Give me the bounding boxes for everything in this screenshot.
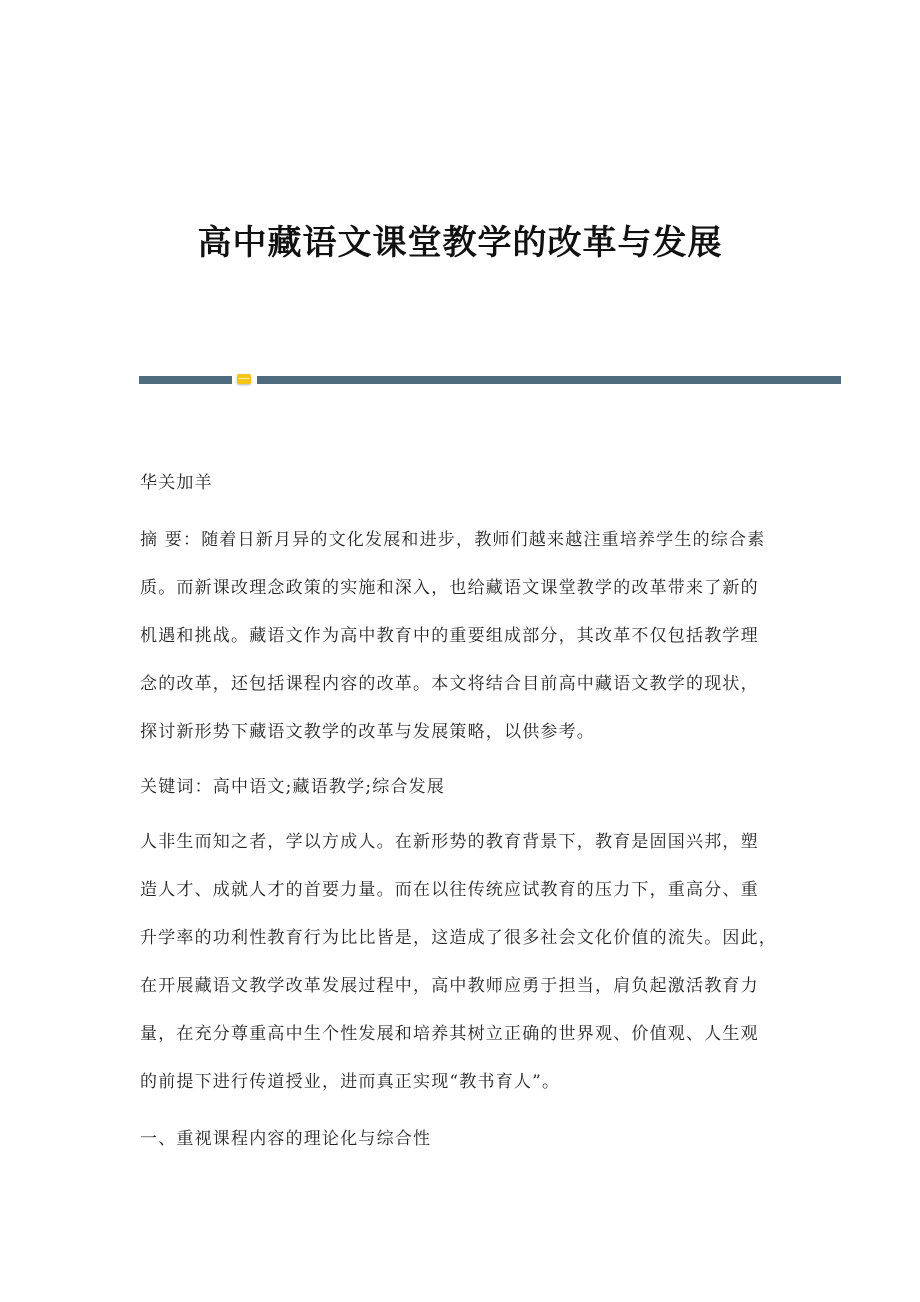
body-line: 升学率的功利性教育行为比比皆是，这造成了很多社会文化价值的流失。因此， (140, 928, 777, 948)
body-line: 的前提下进行传道授业，进而真正实现“教书育人”。 (140, 1072, 561, 1092)
body-paragraph (140, 818, 777, 1106)
abstract (140, 516, 765, 756)
divider-left (139, 376, 232, 384)
body-line: 在开展藏语文教学改革发展过程中，高中教师应勇于担当，肩负起激活教育力 (140, 976, 759, 996)
abstract-line: 探讨新形势下藏语文教学的改革与发展策略，以供参考。 (140, 722, 595, 742)
abstract-line: 摘 要：随着日新月异的文化发展和进步，教师们越来越注重培养学生的综合素 (140, 530, 766, 550)
author-name: 华关加羊 (140, 473, 213, 493)
body-line: 人非生而知之者，学以方成人。在新形势的教育背景下，教育是固国兴邦，塑 (140, 832, 759, 852)
keywords (140, 763, 445, 811)
body-line: 量，在充分尊重高中生个性发展和培养其树立正确的世界观、价值观、人生观 (140, 1024, 759, 1044)
divider-ornament-icon (237, 374, 251, 384)
abstract-line: 质。而新课改理念政策的实施和深入，也给藏语文课堂教学的改革带来了新的 (140, 578, 759, 598)
section-heading (140, 1115, 431, 1163)
section-heading-text: 一、重视课程内容的理论化与综合性 (140, 1129, 432, 1149)
author (140, 459, 213, 507)
keywords-line: 关键词：高中语文;藏语教学;综合发展 (140, 777, 446, 797)
divider-right (257, 376, 841, 384)
abstract-line: 机遇和挑战。藏语文作为高中教育中的重要组成部分，其改革不仅包括教学理 (140, 626, 759, 646)
abstract-line: 念的改革，还包括课程内容的改革。本文将结合目前高中藏语文教学的现状， (140, 674, 759, 694)
body-line: 造人才、成就人才的首要力量。而在以往传统应试教育的压力下，重高分、重 (140, 880, 759, 900)
document-title: 高中藏语文课堂教学的改革与发展 (197, 223, 723, 263)
